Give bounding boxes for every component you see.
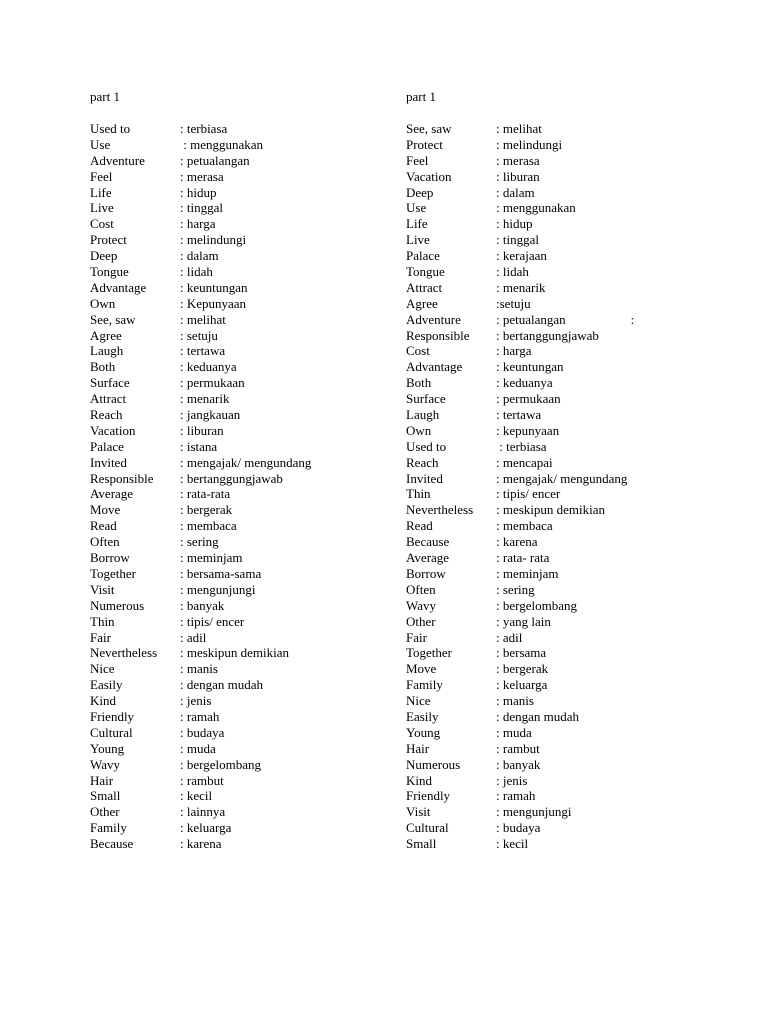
vocabulary-entry <box>406 248 746 264</box>
vocabulary-entry <box>90 725 390 741</box>
vocabulary-entry <box>406 598 746 614</box>
vocabulary-meaning: : merasa <box>496 152 540 168</box>
vocabulary-meaning: : dengan mudah <box>180 677 264 693</box>
vocabulary-term: Family <box>406 677 443 693</box>
vocabulary-meaning: : kecil <box>496 836 529 852</box>
vocabulary-term: Young <box>90 740 125 756</box>
vocabulary-entry <box>406 185 746 201</box>
vocabulary-term: Often <box>90 534 120 550</box>
vocabulary-meaning: : meminjam <box>180 550 243 566</box>
vocabulary-term: Used to <box>90 121 131 136</box>
vocabulary-entry <box>406 121 746 137</box>
vocabulary-entry <box>406 328 746 344</box>
vocabulary-entry <box>90 836 390 852</box>
vocabulary-term: Other <box>406 613 436 629</box>
vocabulary-entry <box>90 328 390 344</box>
vocabulary-entry <box>406 804 746 820</box>
vocabulary-term: Laugh <box>406 407 440 423</box>
vocabulary-term: Nice <box>406 693 431 709</box>
vocabulary-term: Deep <box>90 248 118 264</box>
vocabulary-term: Reach <box>90 407 123 423</box>
vocabulary-entry <box>406 423 746 439</box>
vocabulary-meaning: : dalam <box>180 248 219 264</box>
vocabulary-entry <box>90 788 390 804</box>
vocabulary-term: Visit <box>406 804 431 820</box>
vocabulary-entry <box>90 359 390 375</box>
vocabulary-term: Vacation <box>90 422 136 438</box>
vocabulary-meaning: : adil <box>496 629 523 645</box>
vocabulary-term: Visit <box>90 581 115 597</box>
vocabulary-term: Borrow <box>90 550 130 566</box>
vocabulary-entry <box>90 343 390 359</box>
vocabulary-meaning: : melihat <box>496 121 542 136</box>
vocabulary-term: Surface <box>90 375 130 391</box>
vocabulary-meaning: : keduanya <box>496 375 553 391</box>
vocabulary-entry <box>90 661 390 677</box>
vocabulary-term: Kind <box>406 772 432 788</box>
vocabulary-meaning: : petualangan <box>180 152 250 168</box>
vocabulary-term: Both <box>406 375 432 391</box>
vocabulary-term: Tongue <box>406 264 445 280</box>
vocabulary-entry <box>90 709 390 725</box>
vocabulary-meaning: : manis <box>180 661 218 677</box>
vocabulary-entry <box>90 169 390 185</box>
vocabulary-entry <box>406 630 746 646</box>
vocabulary-term: Average <box>406 550 450 566</box>
vocabulary-meaning: : rambut <box>180 772 224 788</box>
vocabulary-meaning: : mengajak/ mengundang <box>180 454 312 470</box>
vocabulary-meaning: : istana <box>180 438 218 454</box>
vocabulary-entry <box>90 455 390 471</box>
vocabulary-entry <box>90 741 390 757</box>
vocabulary-entry <box>406 296 746 312</box>
vocabulary-entry <box>90 137 390 153</box>
vocabulary-entry <box>90 630 390 646</box>
vocabulary-meaning: : bertanggungjawab <box>180 470 283 486</box>
vocabulary-meaning: : hidup <box>180 184 217 200</box>
vocabulary-entry <box>90 121 390 137</box>
vocabulary-entry <box>406 661 746 677</box>
vocabulary-entry <box>90 471 390 487</box>
vocabulary-entry <box>90 200 390 216</box>
vocabulary-entry <box>406 693 746 709</box>
vocabulary-term: Palace <box>406 248 440 264</box>
vocabulary-meaning: : mengunjungi <box>496 804 572 820</box>
vocabulary-entry <box>406 566 746 582</box>
vocabulary-meaning: : karena <box>496 534 538 550</box>
vocabulary-entry <box>406 534 746 550</box>
vocabulary-meaning: : tipis/ encer <box>180 613 245 629</box>
vocabulary-term: Life <box>406 216 428 232</box>
vocabulary-entry <box>90 153 390 169</box>
vocabulary-term: Easily <box>90 677 123 693</box>
vocabulary-entry <box>406 582 746 598</box>
vocabulary-term: Wavy <box>90 756 120 772</box>
vocabulary-term: See, saw <box>90 311 136 327</box>
vocabulary-entry <box>406 709 746 725</box>
vocabulary-meaning: : terbiasa <box>496 438 547 454</box>
vocabulary-entry <box>90 312 390 328</box>
vocabulary-entry <box>406 773 746 789</box>
vocabulary-meaning: : dengan mudah <box>496 708 580 724</box>
vocabulary-meaning: : sering <box>180 534 219 550</box>
vocabulary-meaning: : hidup <box>496 216 533 232</box>
vocabulary-term: Hair <box>90 772 114 788</box>
vocabulary-entry <box>90 375 390 391</box>
vocabulary-meaning: : rata- rata <box>496 550 550 566</box>
vocabulary-meaning: : rambut <box>496 740 540 756</box>
vocabulary-term: Own <box>90 295 116 311</box>
vocabulary-meaning: : bergerak <box>180 502 233 518</box>
vocabulary-term: Thin <box>406 486 431 502</box>
vocabulary-meaning: : tipis/ encer <box>496 486 561 502</box>
vocabulary-term: Move <box>90 502 121 518</box>
vocabulary-meaning: : melindungi <box>496 136 563 152</box>
vocabulary-term: Together <box>90 565 137 581</box>
vocabulary-entry <box>90 820 390 836</box>
vocabulary-meaning: : adil <box>180 629 207 645</box>
left-part-title: part 1 <box>90 89 120 104</box>
vocabulary-entry <box>90 582 390 598</box>
vocabulary-entry <box>406 757 746 773</box>
vocabulary-entry <box>406 343 746 359</box>
vocabulary-entry <box>90 216 390 232</box>
vocabulary-meaning: : bergelombang <box>180 756 261 772</box>
vocabulary-term: Young <box>406 724 441 740</box>
vocabulary-term: Protect <box>90 232 127 248</box>
vocabulary-term: Nice <box>90 661 115 677</box>
vocabulary-term: Small <box>90 788 121 804</box>
vocabulary-term: Advantage <box>406 359 463 375</box>
vocabulary-meaning: : mengunjungi <box>180 581 256 597</box>
vocabulary-term: Life <box>90 184 112 200</box>
vocabulary-meaning: : liburan <box>180 422 224 438</box>
vocabulary-entry <box>406 137 746 153</box>
vocabulary-meaning: : menarik <box>496 279 546 295</box>
right-vocabulary-column <box>406 89 746 852</box>
vocabulary-meaning: : setuju <box>180 327 218 343</box>
vocabulary-term: Numerous <box>406 756 461 772</box>
vocabulary-term: Live <box>406 232 430 248</box>
vocabulary-meaning: : jenis <box>496 772 528 788</box>
vocabulary-term: Numerous <box>90 597 145 613</box>
vocabulary-meaning: : melindungi <box>180 232 247 248</box>
vocabulary-term: Both <box>90 359 116 375</box>
vocabulary-meaning: : liburan <box>496 168 540 184</box>
vocabulary-entry <box>90 264 390 280</box>
vocabulary-entry <box>90 534 390 550</box>
vocabulary-entry <box>90 486 390 502</box>
vocabulary-meaning: : menggunakan <box>496 200 576 216</box>
vocabulary-meaning: : tinggal <box>496 232 539 248</box>
vocabulary-term: Use <box>90 136 111 152</box>
vocabulary-meaning: : yang lain <box>496 613 551 629</box>
vocabulary-term: Friendly <box>90 708 135 724</box>
vocabulary-term: Average <box>90 486 134 502</box>
vocabulary-entry <box>406 153 746 169</box>
vocabulary-term: Move <box>406 661 437 677</box>
vocabulary-term: Cost <box>406 343 430 359</box>
vocabulary-meaning: : jenis <box>180 693 212 709</box>
vocabulary-meaning: : harga <box>180 216 216 232</box>
vocabulary-entry <box>406 359 746 375</box>
vocabulary-entry <box>90 232 390 248</box>
vocabulary-term: Feel <box>406 152 429 168</box>
vocabulary-meaning: : banyak <box>496 756 541 772</box>
vocabulary-meaning: : terbiasa <box>180 121 228 136</box>
vocabulary-term: Hair <box>406 740 430 756</box>
vocabulary-entry <box>90 677 390 693</box>
vocabulary-term: Feel <box>90 168 113 184</box>
vocabulary-term: Tongue <box>90 264 129 280</box>
vocabulary-meaning: : menarik <box>180 391 230 407</box>
vocabulary-entry <box>90 804 390 820</box>
vocabulary-meaning: : muda <box>496 724 532 740</box>
vocabulary-meaning: : mencapai <box>496 454 553 470</box>
vocabulary-meaning: : bergelombang <box>496 597 577 613</box>
vocabulary-entry <box>406 645 746 661</box>
vocabulary-term: Read <box>406 518 433 534</box>
vocabulary-entry <box>406 280 746 296</box>
vocabulary-meaning: : tertawa <box>496 407 542 423</box>
vocabulary-entry <box>406 725 746 741</box>
vocabulary-meaning: : rata-rata <box>180 486 231 502</box>
vocabulary-term: Reach <box>406 454 439 470</box>
vocabulary-entry <box>406 232 746 248</box>
vocabulary-meaning: : tinggal <box>180 200 223 216</box>
right-part-title: part 1 <box>406 89 436 104</box>
vocabulary-term: Read <box>90 518 117 534</box>
vocabulary-entry <box>406 518 746 534</box>
vocabulary-entry <box>90 598 390 614</box>
vocabulary-meaning: : Kepunyaan <box>180 295 247 311</box>
vocabulary-entry <box>90 614 390 630</box>
vocabulary-meaning: : budaya <box>496 820 541 836</box>
vocabulary-entry <box>90 566 390 582</box>
vocabulary-entry <box>90 518 390 534</box>
vocabulary-term: Responsible <box>406 327 470 343</box>
vocabulary-meaning: : meminjam <box>496 565 559 581</box>
vocabulary-meaning: : keuntungan <box>180 279 248 295</box>
vocabulary-term: Borrow <box>406 565 446 581</box>
vocabulary-entry <box>90 439 390 455</box>
vocabulary-entry <box>90 757 390 773</box>
vocabulary-term: Deep <box>406 184 434 200</box>
vocabulary-term: Responsible <box>90 470 154 486</box>
vocabulary-meaning: : bertanggungjawab <box>496 327 599 343</box>
vocabulary-meaning: : merasa <box>180 168 224 184</box>
vocabulary-term: Together <box>406 645 453 661</box>
vocabulary-meaning: : petualangan : <box>496 311 635 327</box>
vocabulary-meaning: : lidah <box>496 264 529 280</box>
vocabulary-meaning: : mengajak/ mengundang <box>496 470 628 486</box>
vocabulary-meaning: :setuju <box>496 295 531 311</box>
vocabulary-term: Other <box>90 804 120 820</box>
vocabulary-term: Often <box>406 581 436 597</box>
vocabulary-entry <box>406 471 746 487</box>
vocabulary-meaning: : keduanya <box>180 359 237 375</box>
vocabulary-meaning: : meskipun demikian <box>496 502 606 518</box>
vocabulary-meaning: : sering <box>496 581 535 597</box>
vocabulary-entry <box>406 486 746 502</box>
vocabulary-entry <box>90 645 390 661</box>
vocabulary-entry <box>406 614 746 630</box>
vocabulary-meaning: : keluarga <box>180 820 232 836</box>
vocabulary-meaning: : banyak <box>180 597 225 613</box>
vocabulary-term: Laugh <box>90 343 124 359</box>
vocabulary-term: Invited <box>406 470 443 486</box>
vocabulary-entry <box>90 693 390 709</box>
vocabulary-term: Fair <box>406 629 427 645</box>
vocabulary-entry <box>90 773 390 789</box>
vocabulary-term: Live <box>90 200 114 216</box>
vocabulary-entry <box>90 407 390 423</box>
vocabulary-term: Invited <box>90 454 127 470</box>
vocabulary-meaning: : melihat <box>180 311 226 327</box>
vocabulary-term: Surface <box>406 391 446 407</box>
vocabulary-term: Adventure <box>406 311 461 327</box>
vocabulary-term: Nevertheless <box>90 645 158 661</box>
vocabulary-term: Agree <box>406 295 438 311</box>
vocabulary-meaning: : bersama-sama <box>180 565 262 581</box>
vocabulary-entry <box>406 677 746 693</box>
vocabulary-term: Easily <box>406 708 439 724</box>
right-vocabulary-list <box>406 121 746 852</box>
vocabulary-entry <box>406 820 746 836</box>
vocabulary-term: Cultural <box>406 820 449 836</box>
vocabulary-term: Because <box>90 836 134 852</box>
vocabulary-term: Palace <box>90 438 124 454</box>
vocabulary-term: Use <box>406 200 427 216</box>
vocabulary-term: Vacation <box>406 168 452 184</box>
vocabulary-entry <box>90 550 390 566</box>
vocabulary-meaning: : manis <box>496 693 534 709</box>
vocabulary-meaning: : keuntungan <box>496 359 564 375</box>
vocabulary-term: Own <box>406 422 432 438</box>
vocabulary-term: Cost <box>90 216 114 232</box>
vocabulary-meaning: : jangkauan <box>180 407 241 423</box>
vocabulary-meaning: : tertawa <box>180 343 226 359</box>
vocabulary-term: Because <box>406 534 450 550</box>
vocabulary-term: Attract <box>90 391 127 407</box>
vocabulary-meaning: : membaca <box>180 518 237 534</box>
vocabulary-term: Used to <box>406 438 447 454</box>
vocabulary-entry <box>406 439 746 455</box>
vocabulary-meaning: : meskipun demikian <box>180 645 290 661</box>
vocabulary-entry <box>406 264 746 280</box>
vocabulary-entry <box>406 502 746 518</box>
vocabulary-term: Friendly <box>406 788 451 804</box>
vocabulary-meaning: : kepunyaan <box>496 422 560 438</box>
vocabulary-term: Agree <box>90 327 122 343</box>
vocabulary-term: Adventure <box>90 152 145 168</box>
vocabulary-term: Kind <box>90 693 116 709</box>
vocabulary-entry <box>406 216 746 232</box>
vocabulary-entry <box>90 296 390 312</box>
vocabulary-entry <box>90 280 390 296</box>
vocabulary-entry <box>406 391 746 407</box>
vocabulary-meaning: : karena <box>180 836 222 852</box>
vocabulary-meaning: : menggunakan <box>180 136 264 152</box>
vocabulary-entry <box>406 200 746 216</box>
left-vocabulary-list <box>90 121 390 852</box>
vocabulary-entry <box>406 788 746 804</box>
vocabulary-meaning: : lainnya <box>180 804 226 820</box>
vocabulary-meaning: : lidah <box>180 264 213 280</box>
vocabulary-entry <box>406 169 746 185</box>
vocabulary-entry <box>90 502 390 518</box>
vocabulary-meaning: : bersama <box>496 645 547 661</box>
vocabulary-entry <box>406 836 746 852</box>
vocabulary-entry <box>406 455 746 471</box>
vocabulary-meaning: : permukaan <box>496 391 561 407</box>
vocabulary-meaning: : permukaan <box>180 375 245 391</box>
vocabulary-term: Cultural <box>90 724 133 740</box>
vocabulary-term: Advantage <box>90 279 147 295</box>
vocabulary-meaning: : bergerak <box>496 661 549 677</box>
vocabulary-term: Small <box>406 836 437 852</box>
vocabulary-term: See, saw <box>406 121 452 136</box>
vocabulary-meaning: : harga <box>496 343 532 359</box>
vocabulary-term: Family <box>90 820 127 836</box>
vocabulary-term: Protect <box>406 136 443 152</box>
vocabulary-meaning: : ramah <box>180 708 220 724</box>
vocabulary-meaning: : keluarga <box>496 677 548 693</box>
vocabulary-term: Attract <box>406 279 443 295</box>
vocabulary-entry <box>406 375 746 391</box>
vocabulary-entry <box>90 248 390 264</box>
vocabulary-meaning: : muda <box>180 740 216 756</box>
vocabulary-entry <box>406 741 746 757</box>
vocabulary-term: Nevertheless <box>406 502 474 518</box>
vocabulary-term: Fair <box>90 629 111 645</box>
vocabulary-meaning: : ramah <box>496 788 536 804</box>
vocabulary-meaning: : kerajaan <box>496 248 547 264</box>
vocabulary-term: Wavy <box>406 597 436 613</box>
vocabulary-meaning: : budaya <box>180 724 225 740</box>
vocabulary-entry <box>406 407 746 423</box>
vocabulary-entry <box>406 312 746 328</box>
vocabulary-meaning: : kecil <box>180 788 213 804</box>
vocabulary-entry <box>90 185 390 201</box>
vocabulary-entry <box>406 550 746 566</box>
vocabulary-meaning: : membaca <box>496 518 553 534</box>
left-vocabulary-column <box>90 89 390 852</box>
vocabulary-entry <box>90 391 390 407</box>
vocabulary-term: Thin <box>90 613 115 629</box>
vocabulary-entry <box>90 423 390 439</box>
vocabulary-meaning: : dalam <box>496 184 535 200</box>
